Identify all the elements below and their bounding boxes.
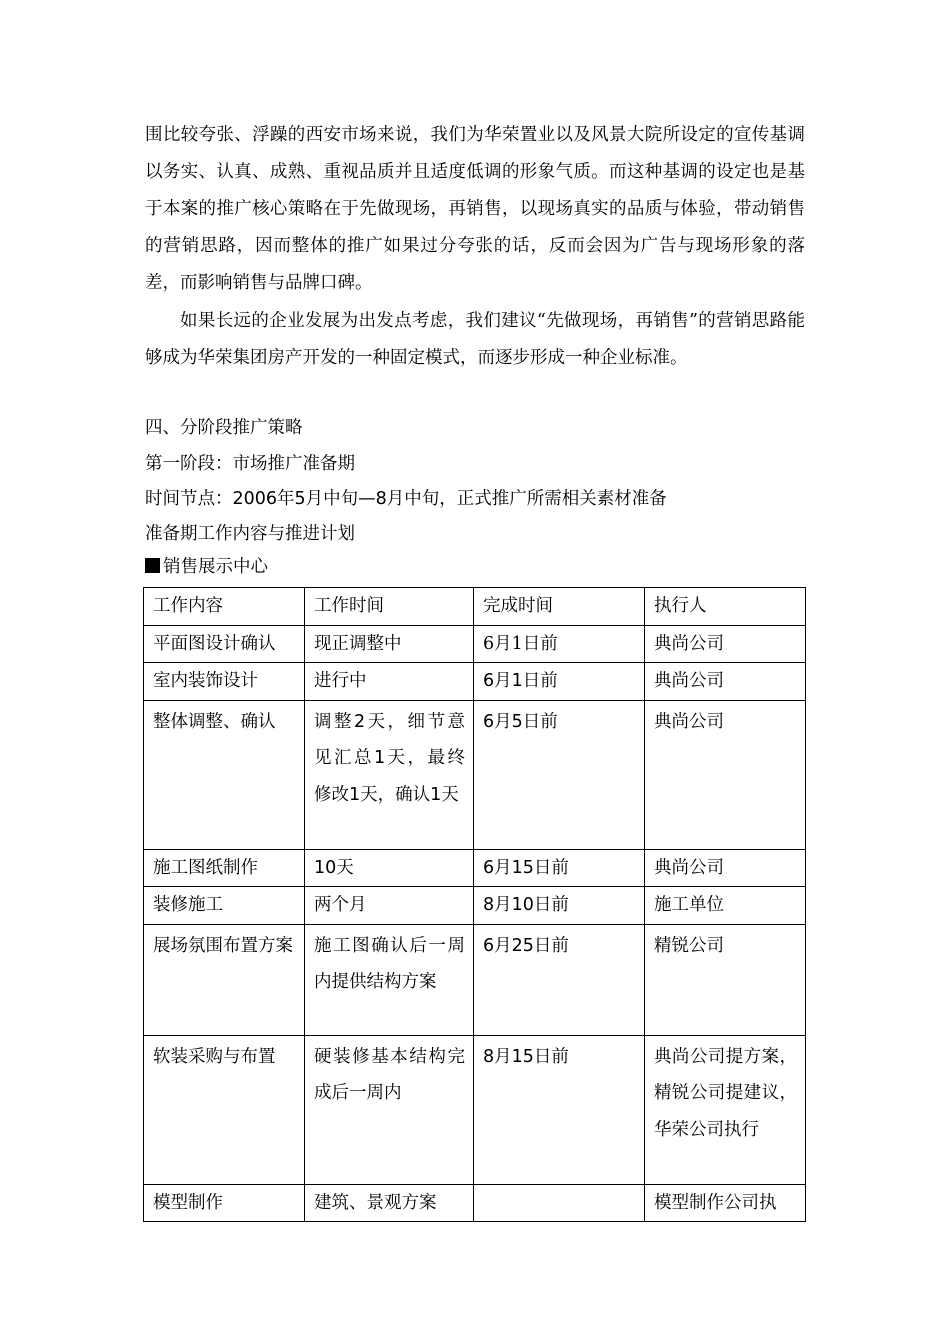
cell-deadline: 8月10日前	[474, 887, 645, 925]
cell-work: 展场氛围布置方案	[144, 924, 305, 1035]
cell-work: 平面图设计确认	[144, 625, 305, 663]
subsection-title	[145, 553, 268, 578]
cell-deadline: 8月15日前	[474, 1035, 645, 1184]
header-cell-duration: 工作时间	[305, 588, 474, 626]
cell-work: 装修施工	[144, 887, 305, 925]
table-row	[144, 887, 806, 925]
header-cell-deadline: 完成时间	[474, 588, 645, 626]
table-row	[144, 849, 806, 887]
cell-deadline: 6月1日前	[474, 625, 645, 663]
cell-owner: 施工单位	[645, 887, 806, 925]
section-title: 四、分阶段推广策略	[145, 418, 303, 438]
cell-duration: 施工图确认后一周内提供结构方案	[305, 924, 474, 1035]
table-row	[144, 1035, 806, 1184]
cell-work: 室内装饰设计	[144, 663, 305, 701]
body-paragraph-2: 如果长远的企业发展为出发点考虑，我们建议“先做现场，再销售”的营销思路能够成为华荣集团房产开发的一种固定模式，而逐步形成一种企业标准。	[145, 311, 805, 368]
cell-duration: 两个月	[305, 887, 474, 925]
cell-work: 施工图纸制作	[144, 849, 305, 887]
table-row	[144, 663, 806, 701]
black-square-bullet-icon	[145, 558, 160, 573]
cell-owner: 典尚公司	[645, 625, 806, 663]
cell-deadline: 6月25日前	[474, 924, 645, 1035]
timeline-line: 时间节点：2006年5月中旬—8月中旬，正式推广所需相关素材准备	[145, 489, 667, 509]
cell-owner: 模型制作公司执	[645, 1184, 806, 1222]
cell-duration: 现正调整中	[305, 625, 474, 663]
table-row	[144, 625, 806, 663]
cell-owner: 精锐公司	[645, 924, 806, 1035]
table-row	[144, 924, 806, 1035]
cell-duration: 调整2天，细节意见汇总1天，最终修改1天，确认1天	[305, 700, 474, 849]
cell-duration: 10天	[305, 849, 474, 887]
cell-owner: 典尚公司提方案，精锐公司提建议，华荣公司执行	[645, 1035, 806, 1184]
cell-deadline: 6月1日前	[474, 663, 645, 701]
table-row	[144, 1184, 806, 1222]
cell-duration: 进行中	[305, 663, 474, 701]
cell-deadline: 6月5日前	[474, 700, 645, 849]
cell-work: 软装采购与布置	[144, 1035, 305, 1184]
cell-deadline	[474, 1184, 645, 1222]
table-header-row	[144, 588, 806, 626]
subsection-label: 销售展示中心	[163, 557, 268, 577]
header-cell-work: 工作内容	[144, 588, 305, 626]
header-cell-owner: 执行人	[645, 588, 806, 626]
cell-work: 整体调整、确认	[144, 700, 305, 849]
body-paragraph-1: 围比较夸张、浮躁的西安市场来说，我们为华荣置业以及风景大院所设定的宣传基调以务实、认真、成熟、重视品质并且适度低调的形象气质。而这种基调的设定也是基于本案的推广核心策略在于先做现场，再销售，以现场真实的品质与体验，带动销售的营销思路，因而整体的推广如果过分夸张的话，反而会因为广告与现场形象的落差，而影响销售与品牌口碑。	[145, 125, 805, 293]
cell-owner: 典尚公司	[645, 700, 806, 849]
schedule-table	[143, 587, 806, 1222]
cell-owner: 典尚公司	[645, 849, 806, 887]
cell-deadline: 6月15日前	[474, 849, 645, 887]
phase-title: 第一阶段：市场推广准备期	[145, 454, 355, 474]
plan-title: 准备期工作内容与推进计划	[145, 524, 355, 544]
table-row	[144, 700, 806, 849]
cell-duration: 硬装修基本结构完成后一周内	[305, 1035, 474, 1184]
cell-work: 模型制作	[144, 1184, 305, 1222]
cell-duration: 建筑、景观方案	[305, 1184, 474, 1222]
cell-owner: 典尚公司	[645, 663, 806, 701]
